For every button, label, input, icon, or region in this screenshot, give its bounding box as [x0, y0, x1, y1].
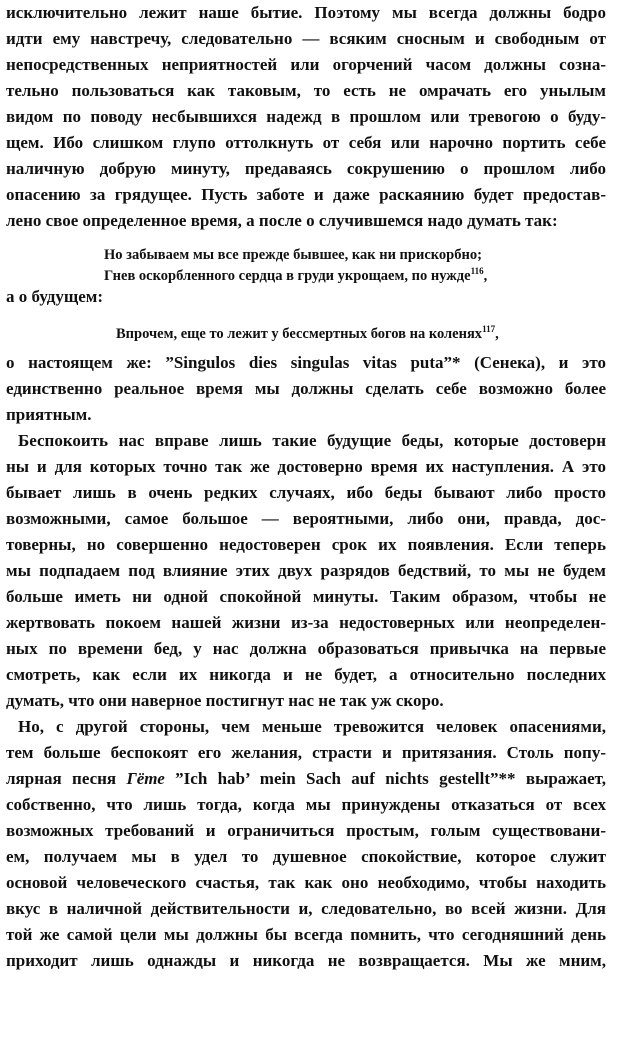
text-line: бывает лишь в очень редких случаях, ибо беды бывают либо просто [6, 483, 606, 502]
text-line: наличную добрую минуту, предаваясь сокрушению о прошлом либо [6, 159, 606, 178]
text-line: ны и для которых точно так же достоверно время их наступления. А это [6, 457, 606, 476]
text-line: приходит лишь однажды и никогда не возвращается. Мы же мним, [6, 951, 606, 970]
text-line: щем. Ибо слишком глупо оттолкнуть от себя или нарочно портить себе [6, 133, 606, 152]
text-line: возможных требований и ограничиться простым, голым существовани- [6, 821, 606, 840]
text-line: опасению за грядущее. Пусть заботе и даже раскаянию будет предостав- [6, 185, 606, 204]
author-name: Гёте [126, 769, 165, 788]
text-line: лено свое определенное время, а после о случившемся надо думать так: [6, 211, 558, 230]
text-line: а о будущем: [6, 287, 104, 306]
footnote-ref: 117 [482, 324, 496, 335]
text-fragment: лярная песня [6, 769, 127, 788]
text-line: собственно, что лишь тогда, когда мы принуждены отказаться от всех [6, 795, 606, 814]
verse-text: Гнев оскорбленного сердца в груди укрощаем, по нужде [104, 268, 471, 284]
text-line: товерны, но совершенно недостоверен срок их появления. Если теперь [6, 535, 606, 554]
text-fragment: ”Ich hab’ mein Sach auf nichts gestellt”** выражает, [164, 769, 606, 788]
verse-line: Но забываем мы все прежде бывшее, как ни прискорбно; [104, 247, 482, 263]
text-line: тельно пользоваться как таковым, то есть не омрачать его унылым [6, 81, 606, 100]
text-line: Но, с другой стороны, чем меньше тревожится человек опасениями, [18, 717, 606, 736]
text-line: видом по поводу несбывшихся надежд в прошлом или тревогою о буду- [6, 107, 606, 126]
verse-line [0, 324, 620, 344]
text-line: больше иметь ни одной спокойной минуты. Таким образом, чтобы не [6, 587, 606, 606]
text-line: исключительно лежит наше бытие. Поэтому мы всегда должны бодро [6, 3, 606, 22]
verse-line [0, 266, 620, 286]
text-line: о настоящем же: ”Singulos dies singulas vitas puta”* (Сенека), и это [6, 353, 606, 372]
text-line [0, 766, 620, 792]
text-line: ных по времени бед, у нас должна образоваться привычка на первые [6, 639, 606, 658]
text-line: мы подпадаем под влияние этих двух разрядов бедствий, то мы не будем [6, 561, 606, 580]
text-line: тем больше беспокоят его желания, страсти и притязания. Столь попу- [6, 743, 606, 762]
text-line: той же самой цели мы должны бы всегда помнить, что сегодняшний день [6, 925, 606, 944]
text-line: Беспокоить нас вправе лишь такие будущие беды, которые достоверн [18, 431, 606, 450]
text-line: думать, что они наверное постигнут нас не так уж скоро. [6, 691, 444, 710]
footnote-ref: 116 [470, 266, 484, 277]
text-line: вкус в наличной действительности и, следовательно, во всей жизни. Для [6, 899, 606, 918]
text-line: непосредственных неприятностей или огорчений часом должны созна- [6, 55, 606, 74]
verse-text: Впрочем, еще то лежит у бессмертных богов на коленях [116, 326, 483, 342]
verse-punct: , [483, 268, 488, 284]
text-line: приятным. [6, 405, 92, 424]
text-line: единственно реальное время мы должны сделать себе возможно более [6, 379, 606, 398]
text-line: смотреть, как если их никогда и не будет, а относительно последних [6, 665, 606, 684]
text-line: ем, получаем мы в удел то душевное спокойствие, которое служит [6, 847, 606, 866]
text-line: жертвовать покоем нашей жизни из-за недостоверных или неопределен- [6, 613, 606, 632]
text-line: основой человеческого счастья, так как оно необходимо, чтобы находить [6, 873, 606, 892]
text-line: возможными, самое большое — вероятными, либо они, правда, дос- [6, 509, 606, 528]
verse-punct: , [495, 326, 499, 342]
text-line: идти ему навстречу, следовательно — всяким сносным и свободным от [6, 29, 606, 48]
